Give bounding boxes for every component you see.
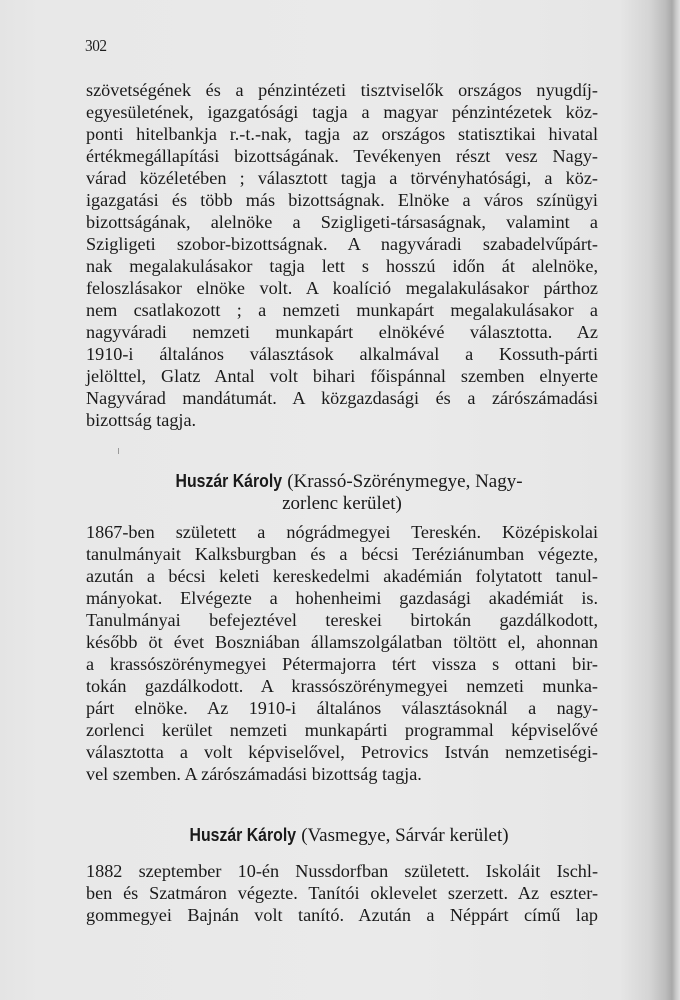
text-line: zorlenci kerület nemzeti munkapárti programmal képviselővé: [86, 720, 598, 740]
text-line: nak megalakulásakor tagja lett s hosszú időn át alelnöke,: [86, 256, 598, 276]
text-line: párt elnöke. Az 1910-i általános választásoknál a nagy-: [86, 698, 598, 718]
entry-paragraph: [86, 521, 598, 785]
page-number: 302: [85, 36, 107, 55]
text-line: 1882 szeptember 10-én Nussdorfban született. Iskoláit Ischl-: [86, 861, 598, 881]
text-line: Szigligeti szobor-bizottságnak. A nagyváradi szabadelvűpárt-: [86, 234, 598, 254]
text-line: vel szemben. A zárószámadási bizottság tagja.: [86, 764, 422, 784]
text-line: bizottságának, alelnöke a Szigligeti-társaságnak, valamint a: [86, 212, 598, 232]
entry-continued-paragraph: [86, 79, 598, 431]
text-line: egyesületének, igazgatósági tagja a magyar pénzintézetek köz-: [86, 102, 598, 122]
text-line: azután a bécsi keleti kereskedelmi akadémián folytatott tanul-: [86, 566, 598, 586]
text-line: mányokat. Elvégezte a hohenheimi gazdasági akadémiát is.: [86, 588, 598, 608]
entry-district: (Krassó-Szörénymegye, Nagy-: [287, 471, 523, 492]
text-line: Tanulmányai befejeztével tereskei birtokán gazdálkodott,: [86, 610, 598, 630]
text-line: tanulmányait Kalksburgban és a bécsi Teréziánumban végezte,: [86, 544, 598, 564]
entry-district: (Vasmegye, Sárvár kerület): [301, 825, 509, 846]
entry-heading: [86, 470, 598, 516]
entry-name: Huszár Károly: [189, 825, 297, 845]
text-line: feloszlásakor elnöke volt. A koalíció megalakulásakor párthoz: [86, 278, 598, 298]
entry-name: Huszár Károly: [175, 471, 283, 491]
text-line: szövetségének és a pénzintézeti tisztviselők országos nyugdíj-: [86, 80, 598, 100]
text-line: 1910-i általános választások alkalmával a Kossuth-párti: [86, 344, 598, 364]
entry-district-continued: zorlenc kerület): [282, 493, 402, 514]
text-line: értékmegállapítási bizottságának. Tevékenyen részt vesz Nagy-: [86, 146, 598, 166]
text-line: választotta a volt képviselővel, Petrovics István nemzetiségi-: [86, 742, 598, 762]
text-line: ben és Szatmáron végezte. Tanítói oklevelet szerzett. Az eszter-: [86, 883, 598, 903]
print-speck: [118, 448, 119, 454]
text-line: tokán gazdálkodott. A krassószörénymegyei nemzeti munka-: [86, 676, 598, 696]
text-line: 1867-ben született a nógrádmegyei Tereskén. Középiskolai: [86, 522, 598, 542]
text-line: jelölttel, Glatz Antal volt bihari főispánnal szemben elnyerte: [86, 366, 598, 386]
text-line: a krassószörénymegyei Pétermajorra tért vissza s ottani bir-: [86, 654, 598, 674]
text-line: ponti hitelbankja r.-t.-nak, tagja az országos statisztikai hivatal: [86, 124, 598, 144]
text-line: nagyváradi nemzeti munkapárt elnökévé választotta. Az: [86, 322, 598, 342]
text-line: nem csatlakozott ; a nemzeti munkapárt megalakulásakor a: [86, 300, 598, 320]
entry-heading: [86, 824, 598, 847]
text-line: bizottság tagja.: [86, 410, 197, 430]
text-line: igazgatási és több más bizottságnak. Elnöke a város színügyi: [86, 190, 598, 210]
text-line: Nagyvárad mandátumát. A közgazdasági és a zárószámadási: [86, 388, 598, 408]
text-line: gommegyei Bajnán volt tanító. Azután a Néppárt című lap: [86, 905, 598, 925]
text-line: később öt évet Boszniában államszolgálatban töltött el, ahonnan: [86, 632, 598, 652]
entry-paragraph: [86, 860, 598, 926]
text-line: várad közéletében ; választott tagja a törvényhatósági, a köz-: [86, 168, 598, 188]
